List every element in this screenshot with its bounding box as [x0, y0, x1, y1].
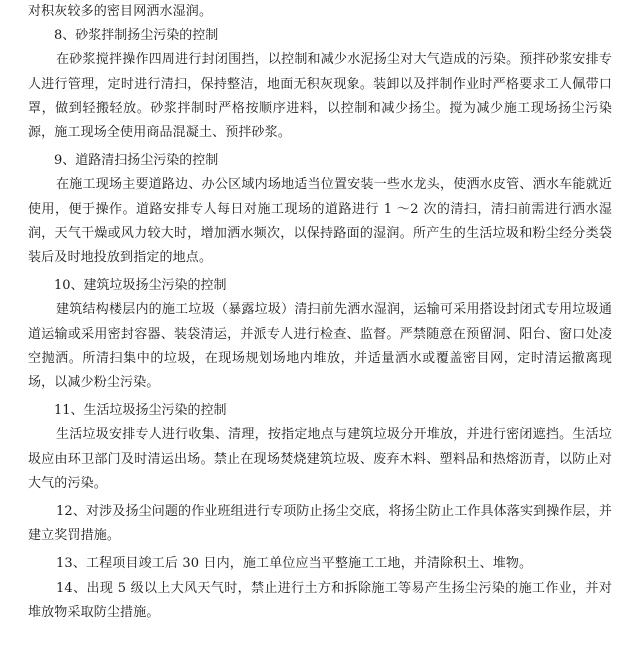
section-heading-8: 8、砂浆拌制扬尘污染的控制 — [54, 28, 219, 44]
document-page — [28, 0, 612, 625]
section-heading-11: 11、生活垃圾扬尘污染的控制 — [54, 403, 227, 419]
paragraph-mortar-dust-control: 在砂浆搅拌操作四周进行封闭围挡，以控制和减少水泥扬尘对大气造成的污染。预拌砂浆安排专人进行管理，定时进行清扫，保持整洁，地面无积灰现象。装卸以及拌制作业时严格要求工人佩带口罩，做到轻搬轻放。砂浆拌制时严格按顺序进料，以控制和减少扬尘。搅为减少施工现场扬尘污染源，施工现场全使用商品混凝土、预拌砂浆。 — [28, 52, 612, 141]
paragraph-road-cleaning-dust-control: 在施工现场主要道路边、办公区域内场地适当位置安装一些水龙头，使洒水皮管、洒水车能就近使用，便于操作。道路安排专人每日对施工现场的道路进行 1 ～2 次的清扫，清扫前需进行洒水湿润，天气干燥或风力较大时，增加洒水频次，以保持路面的湿润。所产生的生活垃圾和粉尘经分类袋装后及时地投放到指定的地点。 — [28, 177, 612, 266]
paragraph-item-14: 14、出现 5 级以上大风天气时，禁止进行土方和拆除施工等易产生扬尘污染的施工作业，并对堆放物采取防尘措施。 — [28, 580, 612, 620]
paragraph-item-13: 13、工程项目竣工后 30 日内，施工单位应当平整施工工地，并清除积土、堆物。 — [56, 556, 533, 572]
section-heading-9: 9、道路清扫扬尘污染的控制 — [54, 153, 219, 169]
paragraph-domestic-waste-dust-control: 生活垃圾安排专人进行收集、清理，按指定地点与建筑垃圾分开堆放，并进行密闭遮挡。生活垃圾应由环卫部门及时清运出场。禁止在现场焚烧建筑垃圾、废弃木料、塑料品和热熔沥青，以防止对大气的污染。 — [28, 427, 612, 491]
paragraph-continuation: 对积灰较多的密目网洒水湿润。 — [28, 4, 213, 19]
paragraph-item-12: 12、对涉及扬尘问题的作业班组进行专项防止扬尘交底，将扬尘防止工作具体落实到操作层，并建立奖罚措施。 — [28, 504, 612, 544]
section-heading-10: 10、建筑垃圾扬尘污染的控制 — [54, 278, 227, 294]
paragraph-construction-waste-dust-control: 建筑结构楼层内的施工垃圾（暴露垃圾）清扫前先洒水湿润，运输可采用搭设封闭式专用垃圾通道运输或采用密封容器、装袋清运，并派专人进行检查、监督。严禁随意在预留洞、阳台、窗口处凌空抛洒。所清扫集中的垃圾，在现场规划场地内堆放，并适量洒水或覆盖密目网，定时清运撤离现场，以减少粉尘污染。 — [28, 302, 612, 391]
